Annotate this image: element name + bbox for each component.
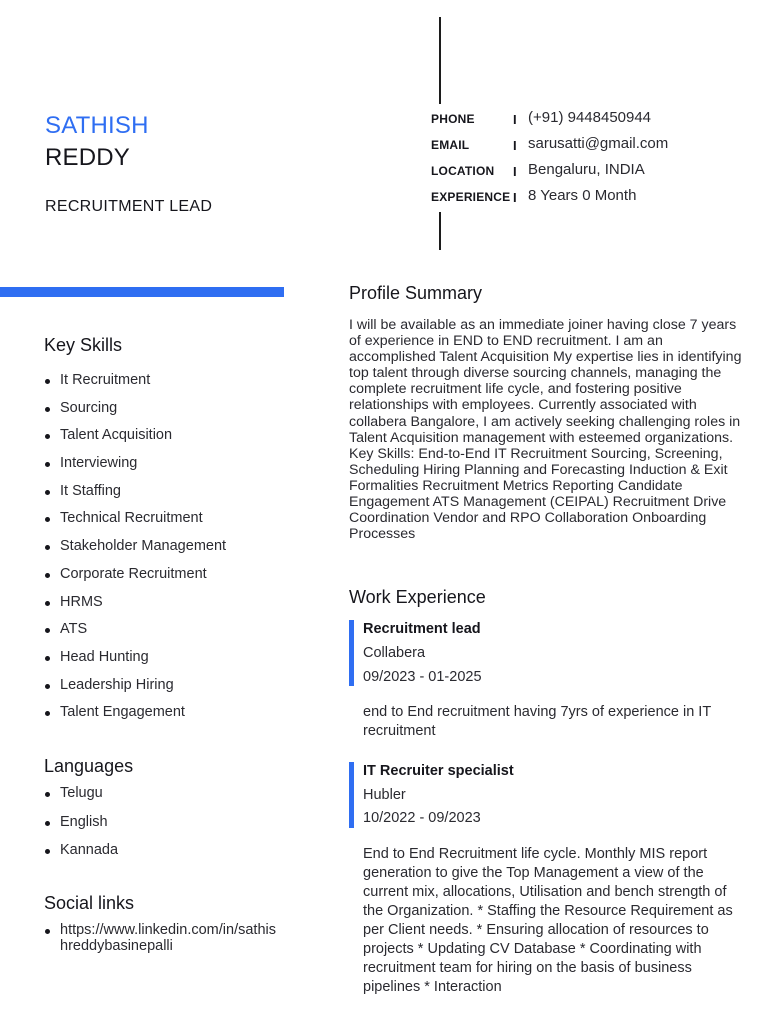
contact-separator: I: [513, 164, 517, 179]
contact-separator: I: [513, 190, 517, 205]
skill-item: Talent Acquisition: [44, 427, 294, 455]
skill-item: HRMS: [44, 594, 294, 622]
linkedin-link[interactable]: https://www.linkedin.com/in/sathishreddybasinepalli: [44, 922, 284, 954]
key-skills-title: Key Skills: [44, 335, 123, 355]
contact-email: [431, 135, 761, 161]
header-divider-bottom: [439, 212, 441, 250]
contact-separator: I: [513, 112, 517, 127]
skill-item: It Staffing: [44, 483, 294, 511]
contact-experience: [431, 187, 761, 213]
skill-item: Technical Recruitment: [44, 510, 294, 538]
language-item: Kannada: [44, 842, 294, 871]
contact-label: PHONE: [431, 112, 475, 126]
job-title: RECRUITMENT LEAD: [45, 198, 213, 215]
job-dates: 10/2022 - 09/2023: [363, 810, 481, 826]
job-description: End to End Recruitment life cycle. Monthly MIS report generation to give the Top Management a view of the current mix, allocations, Utilisation and bench strength of the Organization. * Staffing the Resource Requirement as per Client needs. * Ensuring allocation of resources to projects * Updating CV Database * Coordinating with recruitment team for hiring on the basis of business pipelines * Interaction: [363, 846, 733, 995]
skill-item: Corporate Recruitment: [44, 566, 294, 594]
languages-title: Languages: [44, 756, 134, 776]
contact-label: LOCATION: [431, 164, 495, 178]
job-description: end to End recruitment having 7yrs of experience in IT recruitment: [363, 704, 711, 739]
skill-item: Head Hunting: [44, 649, 294, 677]
profile-summary-title: Profile Summary: [349, 283, 483, 303]
skill-item: Sourcing: [44, 400, 294, 428]
contact-location: [431, 161, 761, 187]
contact-label: EMAIL: [431, 138, 470, 152]
contact-separator: I: [513, 138, 517, 153]
contact-value: 8 Years 0 Month: [528, 187, 637, 204]
job-company: Collabera: [363, 645, 426, 661]
languages-list: [44, 785, 294, 871]
accent-bar: [0, 287, 284, 297]
language-item: English: [44, 814, 294, 843]
job-title: Recruitment lead: [363, 621, 481, 637]
skill-item: Stakeholder Management: [44, 538, 294, 566]
contact-value: sarusatti@gmail.com: [528, 135, 669, 152]
job-accent-bar: [349, 620, 354, 686]
social-links-list: [44, 922, 284, 954]
skill-item: Leadership Hiring: [44, 677, 294, 705]
job-title: IT Recruiter specialist: [363, 763, 514, 779]
skill-item: Talent Engagement: [44, 704, 294, 732]
contact-value: Bengaluru, INDIA: [528, 161, 645, 178]
last-name: REDDY: [45, 144, 131, 171]
contact-phone: [431, 109, 761, 135]
work-experience-title: Work Experience: [349, 587, 486, 607]
skill-item: It Recruitment: [44, 372, 294, 400]
job-company: Hubler: [363, 787, 406, 803]
language-item: Telugu: [44, 785, 294, 814]
skill-item: Interviewing: [44, 455, 294, 483]
contact-label: EXPERIENCE: [431, 190, 511, 204]
social-links-title: Social links: [44, 893, 135, 913]
skill-item: ATS: [44, 621, 294, 649]
first-name: SATHISH: [45, 112, 149, 139]
header-divider-top: [439, 17, 441, 104]
key-skills-list: [44, 372, 294, 732]
job-accent-bar: [349, 762, 354, 828]
job-dates: 09/2023 - 01-2025: [363, 669, 482, 685]
profile-summary-text: I will be available as an immediate joiner having close 7 years of experience in END to END recruitment. I am an accomplished Talent Acquisition My expertise lies in identifying top talent through diverse sourcing channels, managing the complete recruitment life cycle, and fostering positive relationships with employees. Currently associated with collabera Bangalore, I am actively seeking challenging roles in Talent Acquisition management with esteemed organizations. Key Skills: End-to-End IT Recruitment Sourcing, Screening, Scheduling Hiring Planning and Forecasting Induction & Exit Formalities Recruitment Metrics Reporting Candidate Engagement ATS Management (CEIPAL) Recruitment Drive Coordination Vendor and RPO Collaboration Onboarding Processes: [349, 317, 742, 543]
contact-value: (+91) 9448450944: [528, 109, 652, 126]
